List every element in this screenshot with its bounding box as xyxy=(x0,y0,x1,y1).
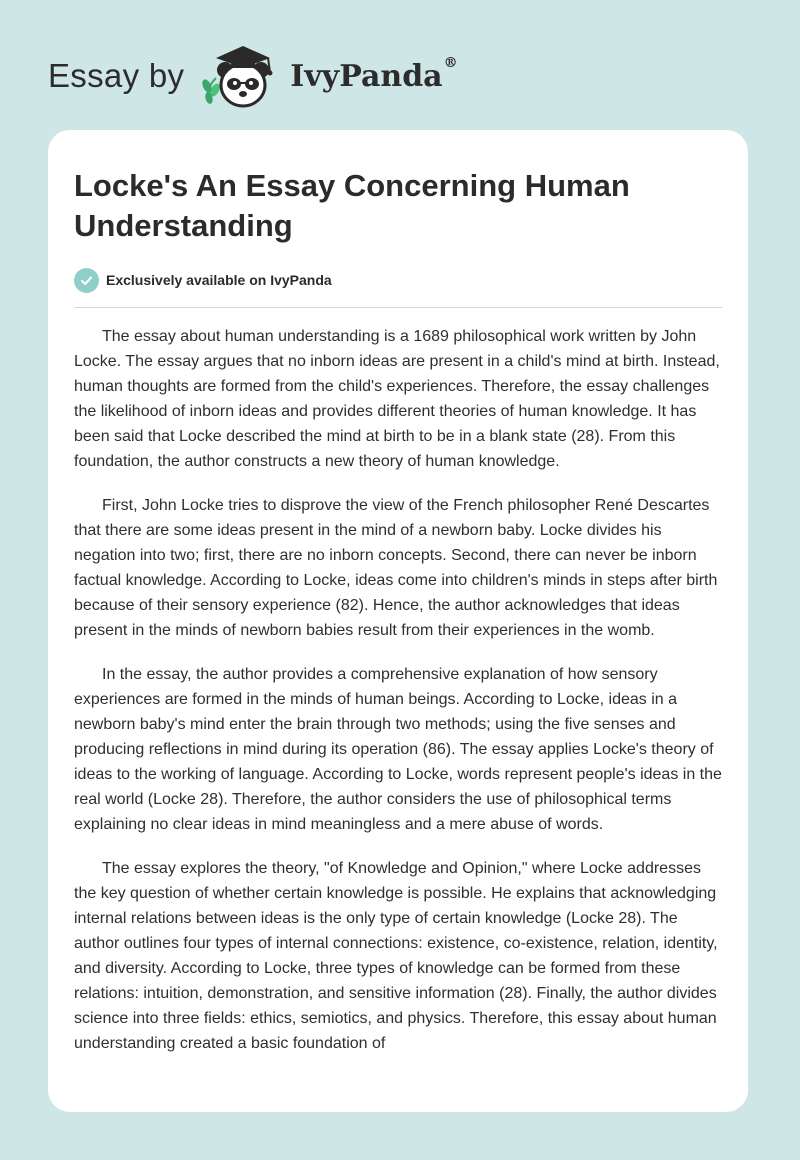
essay-card xyxy=(48,130,748,1112)
divider xyxy=(74,307,722,308)
brand-prefix: Essay by xyxy=(48,57,185,94)
brand-name: IvyPanda® xyxy=(290,54,458,94)
exclusive-badge xyxy=(74,266,722,294)
paragraph-2: First, John Locke tries to disprove the view of the French philosopher René Descartes that there are some ideas present in the mind of a newborn baby. Locke divides his negation into two; first, there are no inborn concepts. Second, there can never be inborn factual knowledge. According to Locke, ideas come into children's minds in steps after birth because of their sensory experience (82). Hence, the author acknowledges that ideas present in the minds of newborn babies result from their experiences in the womb. xyxy=(74,497,718,639)
paragraph-1: The essay about human understanding is a 1689 philosophical work written by John Locke. The essay argues that no inborn ideas are present in a child's mind at birth. Instead, human thoughts are formed from the child's experiences. Therefore, the essay challenges the likelihood of inborn ideas and provides different theories of human knowledge. It has been said that Locke described the mind at birth to be in a blank state (28). From this foundation, the author constructs a new theory of human knowledge. xyxy=(74,328,720,470)
registered-mark: ® xyxy=(443,54,458,71)
essay-body xyxy=(74,324,722,1056)
panda-graduate-icon xyxy=(198,40,284,112)
brand-header[interactable] xyxy=(48,36,458,116)
exclusive-text: Exclusively available on IvyPanda xyxy=(106,272,332,288)
page-title: Locke's An Essay Concerning Human Understanding xyxy=(74,168,630,243)
paragraph-3: In the essay, the author provides a comprehensive explanation of how sensory experiences are formed in the minds of human beings. According to Locke, ideas in a newborn baby's mind enter the brain through two methods; using the five senses and producing reflections in mind during its operation (86). The essay applies Locke's theory of ideas to the working of language. According to Locke, words represent people's ideas in the real world (Locke 28). Therefore, the author considers the use of philosophical terms explaining no clear ideas in mind meaningless and a mere abuse of words. xyxy=(74,666,722,833)
paragraph-4: The essay explores the theory, "of Knowledge and Opinion," where Locke addresses the key question of whether certain knowledge is possible. He explains that acknowledging internal relations between ideas is the only type of certain knowledge (Locke 28). The author outlines four types of internal connections: existence, co-existence, relation, identity, and diversity. According to Locke, three types of knowledge can be formed from these relations: intuition, demonstration, and sensitive information (28). Finally, the author divides science into three fields: ethics, semiotics, and physics. Therefore, this essay about human understanding created a basic foundation of xyxy=(74,860,718,1052)
check-circle-icon xyxy=(74,268,99,293)
